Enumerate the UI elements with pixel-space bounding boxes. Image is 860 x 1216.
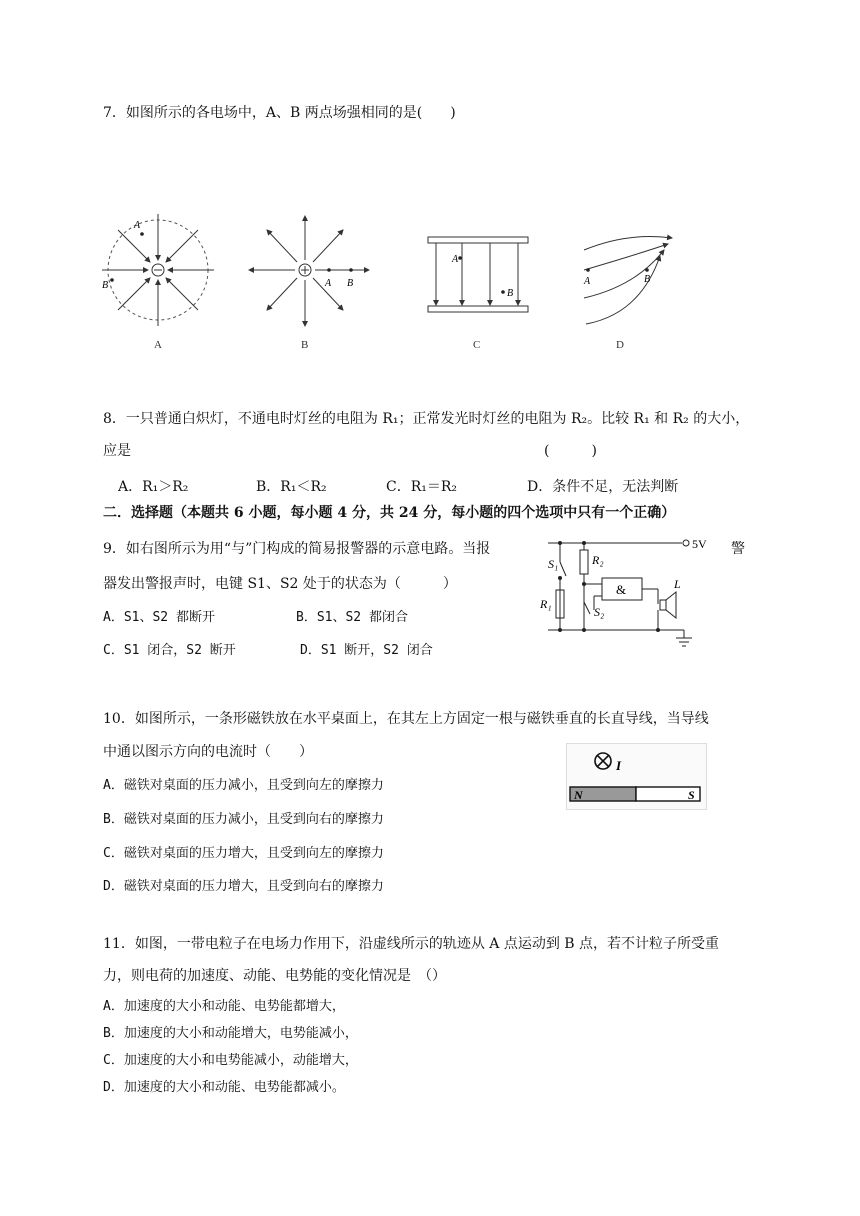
q11-option-c: C．加速度的大小和电势能减小，动能增大， — [103, 1053, 358, 1068]
magnet-north-label: N — [574, 788, 583, 802]
circuit-load: L — [674, 577, 681, 591]
q10-option-c: C．磁铁对桌面的压力增大，且受到向左的摩擦力 — [103, 846, 384, 861]
magnet-south-label: S — [688, 788, 695, 802]
circuit-s2: S₂ — [594, 605, 605, 619]
q8-answer-blank: ( ) — [544, 443, 597, 459]
fig-c-point-b: B — [507, 288, 514, 299]
circuit-r1: R₁ — [540, 597, 552, 611]
q11-option-b: B．加速度的大小和动能增大，电势能减小， — [103, 1026, 358, 1041]
fig-a-point-b: B — [102, 280, 109, 291]
q9-option-d: D．S1 断开，S2 闭合 — [300, 643, 433, 658]
circuit-s1: S₁ — [548, 557, 559, 571]
q10-stem-line1: 10．如图所示，一条形磁铁放在水平桌面上，在其左上方固定一根与磁铁垂直的长直导线，当导线 — [103, 711, 709, 727]
q7-stem: 7．如图所示的各电场中，A、B 两点场强相同的是( ) — [103, 105, 456, 121]
q10-option-a: A．磁铁对桌面的压力减小，且受到向左的摩擦力 — [103, 778, 384, 793]
fig-a-point-a: A — [134, 220, 141, 231]
q8-option-b: B．R₁＜R₂ — [256, 479, 327, 495]
q8-option-c: C．R₁＝R₂ — [386, 479, 458, 495]
q11-option-d: D．加速度的大小和动能、电势能都减小。 — [103, 1080, 345, 1095]
q11-stem-line1: 11．如图，一带电粒子在电场力作用下，沿虚线所示的轨迹从 A 点运动到 B 点，若不计粒子所受重 — [103, 936, 720, 952]
q9-stem-line1: 9．如右图所示为用“与”门构成的简易报警器的示意电路。当报 — [103, 541, 491, 557]
circuit-gate: & — [616, 582, 627, 597]
fig-d-caption: D — [616, 339, 624, 351]
q7-figure-c — [424, 230, 534, 352]
fig-b-point-a: A — [325, 278, 332, 289]
q10-magnet-figure — [566, 743, 708, 811]
q7-figure-a — [98, 212, 218, 352]
q7-figure-b — [245, 212, 375, 352]
section2-heading: 二．选择题（本题共 6 小题，每小题 4 分，共 24 分，每小题的四个选项中只有一个正确） — [103, 505, 676, 521]
q10-option-b: B．磁铁对桌面的压力减小，且受到向右的摩擦力 — [103, 812, 384, 827]
fig-d-point-b: B — [644, 274, 651, 285]
q8-stem-line1: 8．一只普通白炽灯，不通电时灯丝的电阻为 R₁；正常发光时灯丝的电阻为 R₂。比较 R₁ 和 R₂ 的大小， — [103, 411, 750, 427]
q10-stem-line2: 中通以图示方向的电流时（ ） — [103, 744, 313, 760]
fig-d-point-a: A — [584, 276, 591, 287]
fig-b-caption: B — [301, 339, 309, 351]
q10-option-d: D．磁铁对桌面的压力增大，且受到向右的摩擦力 — [103, 879, 384, 894]
magnet-current-label: I — [616, 758, 622, 773]
circuit-voltage: 5V — [692, 537, 707, 551]
q8-stem-line2: 应是 — [103, 443, 131, 459]
q11-option-a: A．加速度的大小和动能、电势能都增大， — [103, 999, 345, 1014]
q8-option-d: D．条件不足，无法判断 — [527, 479, 679, 495]
q9-option-b: B．S1、S2 都闭合 — [296, 610, 408, 625]
fig-a-caption: A — [154, 339, 162, 351]
q9-stem-line1-tail: 警 — [731, 541, 745, 557]
q9-circuit-diagram — [538, 534, 730, 658]
circuit-r2: R₂ — [592, 553, 604, 567]
q9-option-a: A．S1、S2 都断开 — [103, 610, 215, 625]
fig-c-point-a: A — [452, 254, 459, 265]
q9-option-c: C．S1 闭合，S2 断开 — [103, 643, 236, 658]
q7-figure-d — [578, 230, 678, 352]
q8-option-a: A．R₁＞R₂ — [118, 479, 189, 495]
q9-stem-line2: 器发出警报声时，电键 S1、S2 处于的状态为（ ） — [103, 576, 457, 592]
fig-c-caption: C — [473, 339, 481, 351]
q11-stem-line2: 力，则电荷的加速度、动能、电势能的变化情况是 （） — [103, 968, 446, 984]
fig-b-point-b: B — [347, 278, 354, 289]
